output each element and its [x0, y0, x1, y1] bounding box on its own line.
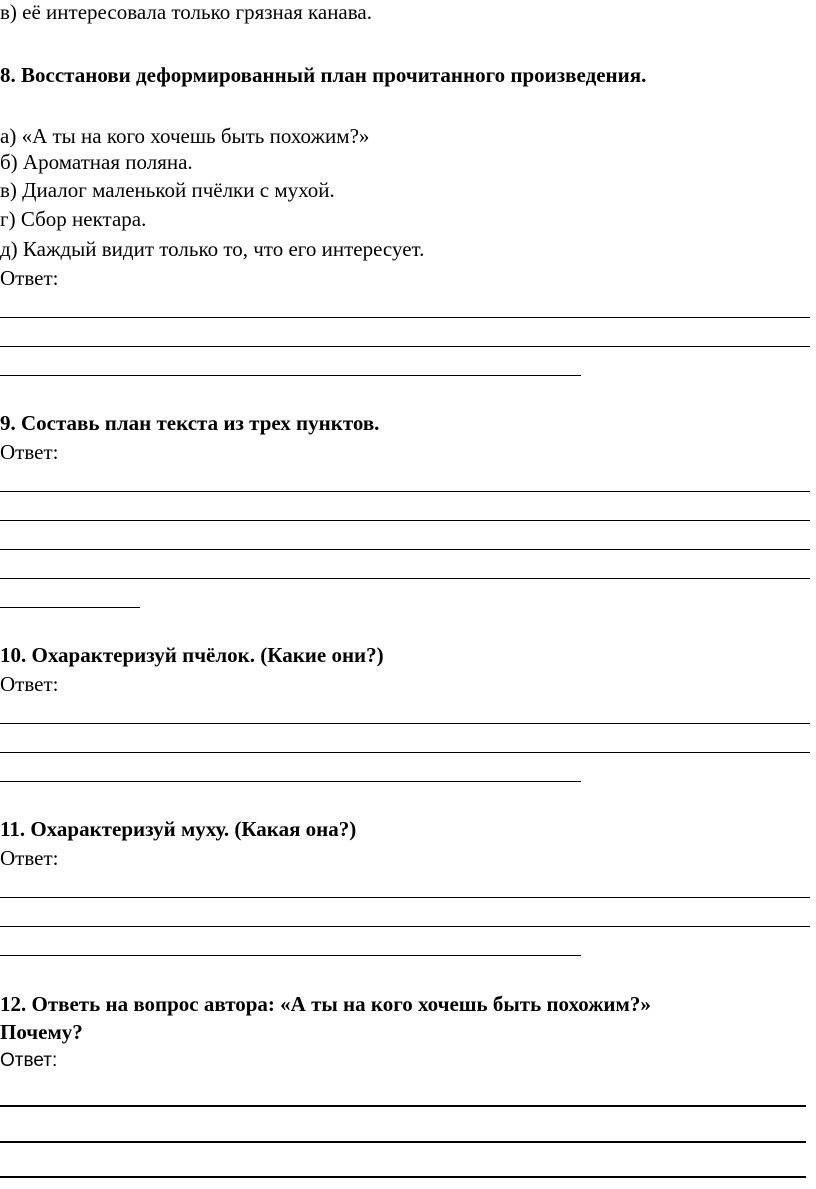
question-11-title: 11. Охарактеризуй муху. (Какая она?) — [0, 817, 357, 841]
question-9-title: 9. Составь план текста из трех пунктов. — [0, 411, 380, 435]
q10-answer-line — [0, 781, 581, 782]
q12-answer-line — [0, 1176, 806, 1178]
q12-answer-line — [0, 1105, 806, 1107]
previous-answer-option: в) её интересовала только грязная канава. — [0, 0, 372, 24]
q9-answer-line — [0, 491, 810, 492]
q8-option-e: д) Каждый видит только то, что его интересует. — [0, 237, 425, 261]
q8-answer-line — [0, 346, 810, 347]
q9-answer-line — [0, 607, 140, 608]
q10-answer-label: Ответ: — [0, 672, 59, 696]
q10-answer-line — [0, 723, 810, 724]
q8-option-d: г) Сбор нектара. — [0, 207, 147, 231]
q11-answer-line — [0, 897, 810, 898]
question-12-title-continued: Почему? — [0, 1020, 83, 1044]
q9-answer-line — [0, 520, 810, 521]
q12-answer-label: Ответ: — [0, 1050, 58, 1071]
question-8-title: 8. Восстанови деформированный план прочитанного произведения. — [0, 63, 647, 87]
q8-option-c: в) Диалог маленькой пчёлки с мухой. — [0, 178, 335, 202]
question-10-title: 10. Охарактеризуй пчёлок. (Какие они?) — [0, 643, 384, 667]
q9-answer-label: Ответ: — [0, 440, 59, 464]
question-12-title: 12. Ответь на вопрос автора: «А ты на кого хочешь быть похожим?» — [0, 992, 651, 1016]
q10-answer-line — [0, 752, 810, 753]
q11-answer-label: Ответ: — [0, 846, 59, 870]
q8-answer-line — [0, 375, 581, 376]
q8-option-b: б) Ароматная поляна. — [0, 150, 193, 174]
q9-answer-line — [0, 578, 810, 579]
q12-answer-line — [0, 1141, 806, 1143]
q8-answer-line — [0, 317, 810, 318]
q8-option-a: а) «А ты на кого хочешь быть похожим?» — [0, 124, 370, 148]
q9-answer-line — [0, 549, 810, 550]
q11-answer-line — [0, 955, 581, 956]
q11-answer-line — [0, 926, 810, 927]
q8-answer-label: Ответ: — [0, 266, 59, 290]
